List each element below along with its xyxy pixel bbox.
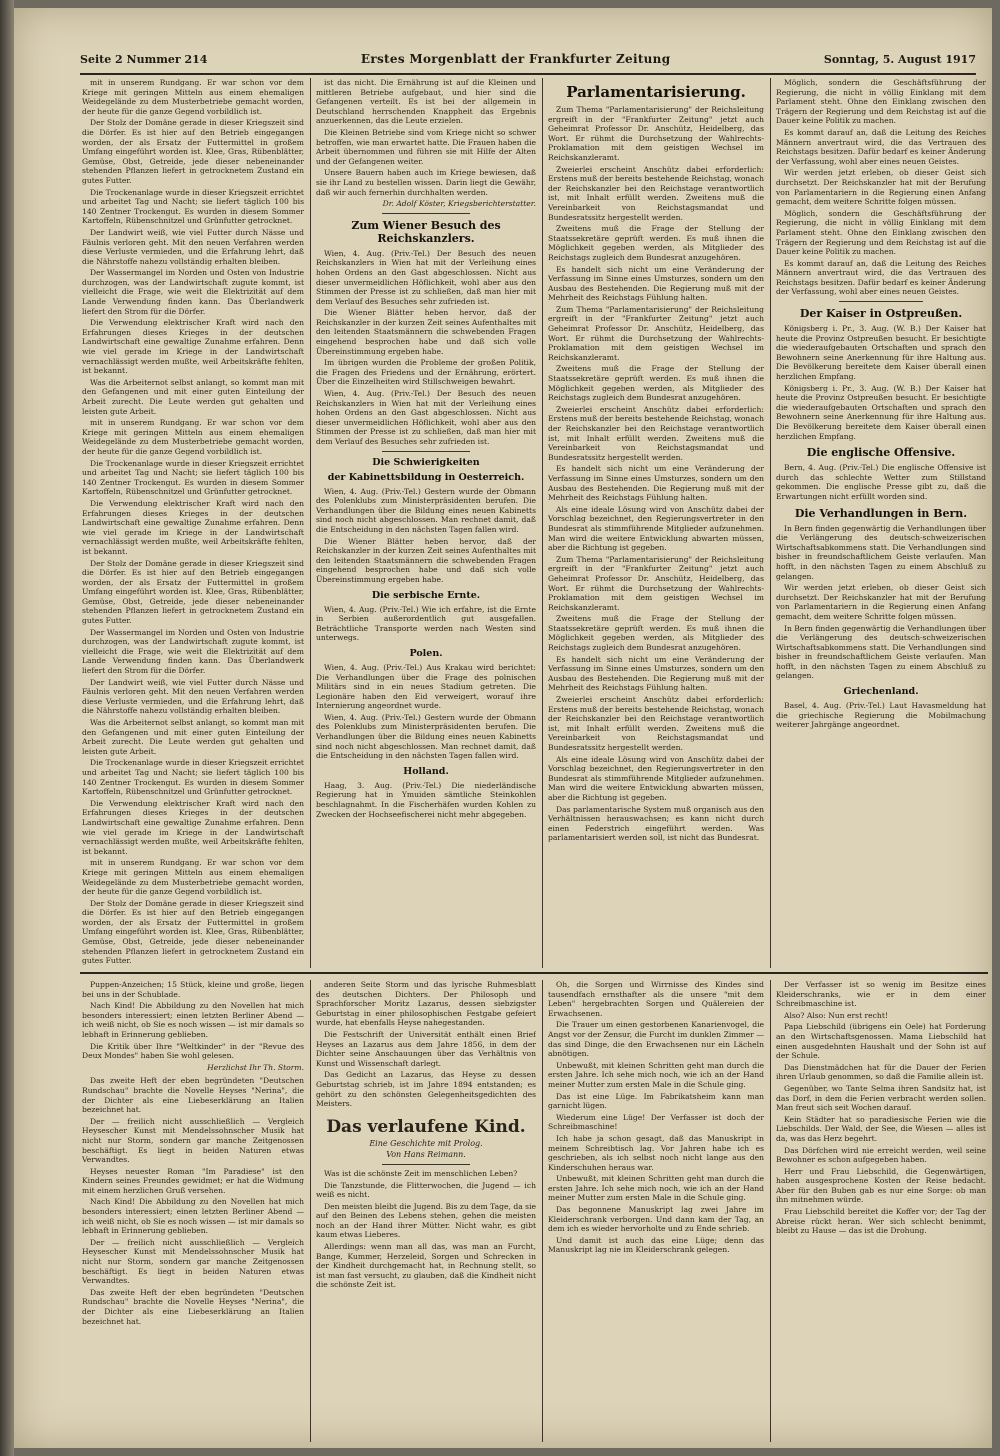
article-paragraph: Der Stolz der Domäne gerade in dieser Kriegszeit sind die Dörfer. Es ist hier auf den Betrieb eingegangen worden, der als Ersatz der Futtermittel in großem Umfang eingeführt worden ist. Klee, Gras, Rübenblätter, Gemüse, Obst, Getreide, jede dieser nebeneinander stehenden Pflanzen liefert in getrocknetem Zustand ein gutes Futter.	[82, 558, 304, 626]
article-paragraph: In Bern finden gegenwärtig die Verhandlungen über die Verlängerung des deutsch-schweizerischen Wirtschaftsabkommens statt. Die Verhandlungen sind bisher in freundschaftlichem Geiste verlaufen. Man hofft, in den nächsten Tagen zu einem Abschluß zu gelangen.	[776, 523, 986, 581]
article-paragraph: Der Stolz der Domäne gerade in dieser Kriegszeit sind die Dörfer. Es ist hier auf den Betrieb eingegangen worden, der als Ersatz der Futtermittel in großem Umfang eingeführt worden ist. Klee, Gras, Rübenblätter, Gemüse, Obst, Getreide, jede dieser nebeneinander stehenden Pflanzen liefert in getrocknetem Zustand ein gutes Futter.	[82, 898, 304, 966]
headline-holland: Holland.	[403, 765, 449, 777]
article-paragraph: Es handelt sich nicht um eine Veränderung der Verfassung im Sinne eines Umsturzes, sondern um den Ausbau des Bestehenden. Die Regierung muß mit der Mehrheit des Reichstags Fühlung halten.	[548, 264, 764, 303]
headline-parlamentarisierung: Parlamentarisierung.	[566, 83, 746, 101]
article-paragraph: Königsberg i. Pr., 3. Aug. (W. B.) Der Kaiser hat heute die Provinz Ostpreußen besucht. Er besichtigte die wiederaufgebauten Ortschaften und sprach den Bewohnern seine Anerkennung für ihre Haltung aus. Die Bevölkerung bereitete dem Kaiser überall einen herzlichen Empfang.	[776, 324, 986, 382]
headline-verhandlungen-bern: Die Verhandlungen in Bern.	[794, 506, 968, 520]
article-paragraph: Unsere Bauern haben auch im Kriege bewiesen, daß sie ihr Land zu bestellen wissen. Darin liegt die Gewähr, daß wir auch fernerhin durchhalten werden.	[316, 168, 536, 197]
article-paragraph: Wien, 4. Aug. (Priv.-Tel.) Aus Krakau wird berichtet: Die Verhandlungen über die Frage des polnischen Militärs sind in ein neues Stadium getreten. Die Legionäre haben den Eid verweigert, worauf ihre Internierung angeordnet wurde.	[316, 662, 536, 711]
story-subtitle: Eine Geschichte mit Prolog.	[369, 1138, 483, 1148]
article-paragraph: Das ist eine Lüge. Im Fabrikatsheim kann man garnicht lügen.	[548, 1091, 764, 1111]
article-paragraph: Allerdings: wenn man all das, was man an Furcht, Bange, Kummer, Herzeleid, Sorgen und Schrecken in der Kindheit durchgemacht hat, in Rechnung stellt, so ist man fast versucht, zu glauben, daß die Kindheit nicht die schönste Zeit ist.	[316, 1242, 536, 1290]
issue-date: Sonntag, 5. August 1917	[823, 53, 976, 66]
section-divider	[382, 451, 470, 452]
headline-kaiser-ostpreussen: Der Kaiser in Ostpreußen.	[799, 307, 963, 321]
article-paragraph: Zum Thema "Parlamentarisierung" der Reichsleitung ergreift in der "Frankfurter Zeitung" jetzt auch Geheimrat Professor Dr. Anschütz, Heidelberg, das Wort. Er rühmt die Durchsetzung der Wahlrechts-Proklamation mit dem geistigen Wechsel im Reichskanzleramt.	[548, 554, 764, 612]
article-paragraph: Der Landwirt weiß, wie viel Futter durch Nässe und Fäulnis verloren geht. Mit den neuen Verfahren werden diese Verluste vermieden, und die Erfahrung lehrt, daß die Nährstoffe nahezu vollständig erhalten bleiben.	[82, 227, 304, 266]
article-paragraph: mit in unserem Rundgang. Er war schon vor dem Kriege mit geringen Mitteln aus einem ehemaligen Weidegelände zu dem Musterbetriebe gemacht worden, der heute für die ganze Gegend vorbildlich ist.	[82, 858, 304, 897]
headline-schwierigkeiten: Die Schwierigkeiten	[372, 456, 480, 468]
lower-column-4	[776, 980, 986, 1442]
article-paragraph: Unbewußt, mit kleinen Schritten geht man durch die ersten Jahre. Ich sehe mich noch, wie ich an der Hand meiner Mutter zum ersten Male in die Schule ging.	[548, 1174, 764, 1203]
lower-column-2	[316, 980, 536, 1442]
article-paragraph: Was die Arbeiternot selbst anlangt, so kommt man mit den Gefangenen und mit einer guten Einteilung der Arbeit zurecht. Die Leute werden gut gehalten und leisten gute Arbeit.	[82, 377, 304, 416]
article-paragraph: Den meisten bleibt die Jugend. Bis zu dem Tage, da sie auf den Beinen des Lebens stehen, gehen die meisten noch an der Hand ihrer Mütter. Nicht wahr, es gibt kaum etwas Lieberes.	[316, 1201, 536, 1240]
section-divider	[382, 213, 470, 214]
article-paragraph: Es kommt darauf an, daß die Leitung des Reiches Männern anvertraut wird, die das Vertrauen des Reichstags besitzen. Dafür bedarf es keiner Änderung der Verfassung, wohl aber eines neuen Geistes.	[776, 127, 986, 166]
story-title: Das verlaufene Kind.	[326, 1116, 526, 1137]
article-paragraph: Der — freilich nicht ausschließlich — Vergleich Heysescher Kunst mit Mendelssohnscher Musik hat nicht nur Storm, sondern gar manche Zeitgenossen beschäftigt. Es liegt in beiden Naturen etwas Verwandtes.	[82, 1116, 304, 1165]
article-paragraph: Gegenüber, wo Tante Selma ihren Sandsitz hat, ist das Dorf, in dem die Ferien verbracht werden sollen. Man freut sich seit Wochen darauf.	[776, 1083, 986, 1113]
article-paragraph: Im übrigen wurden die Probleme der großen Politik, die Fragen des Friedens und der Ernährung, erörtert. Über die Einzelheiten wird Stillschweigen bewahrt.	[316, 358, 536, 387]
article-paragraph: Die Trauer um einen gestorbenen Kanarienvogel, die Angst vor der Zensur, die Furcht im dunklen Zimmer — das sind Dinge, die den Erwachsenen nur ein Lächeln abnötigen.	[548, 1020, 764, 1059]
letter-signature: Herzlichst Ihr Th. Storm.	[207, 1062, 304, 1072]
column-rule	[542, 78, 543, 968]
article-paragraph: Wir werden jetzt erleben, ob dieser Geist sich durchsetzt. Der Reichskanzler hat mit der Berufung von Parlamentariern in die Regierung einen Anfang gemacht, dem weitere Schritte folgen müssen.	[776, 583, 986, 621]
article-paragraph: Und damit ist auch das eine Lüge; denn das Manuskript lag nie im Kleiderschrank gelegen.	[548, 1235, 764, 1255]
article-paragraph: Als eine ideale Lösung wird von Anschütz dabei der Vorschlag bezeichnet, den Regierungsvertreter in den Bundesrat als stimmführende Mitglieder aufzunehmen. Man wird die weitere Entwicklung abwarten müssen, aber die Richtung ist gegeben.	[548, 504, 764, 553]
article-paragraph: Die Festschrift der Universität enthält einen Brief Heyses an Lazarus aus dem Jahre 1856, in dem der Dichter seine Anschauungen über das Verhältnis von Kunst und Wissenschaft darlegt.	[316, 1029, 536, 1068]
feuilleton-divider	[80, 972, 988, 974]
article-paragraph: Der Landwirt weiß, wie viel Futter durch Nässe und Fäulnis verloren geht. Mit den neuen Verfahren werden diese Verluste vermieden, und die Erfahrung lehrt, daß die Nährstoffe nahezu vollständig erhalten bleiben.	[82, 677, 304, 716]
article-paragraph: Basel, 4. Aug. (Priv.-Tel.) Laut Havasmeldung hat die griechische Regierung die Mobilmachung weiterer Jahrgänge angeordnet.	[776, 701, 986, 730]
article-paragraph: Das zweite Heft der eben begründeten "Deutschen Rundschau" brachte die Novelle Heyses "Nerina", die der Dichter als eine Liebeserklärung an Italien bezeichnet hat.	[82, 1076, 304, 1115]
article-paragraph: Wien, 4. Aug. (Priv.-Tel.) Wie ich erfahre, ist die Ernte in Serbien außerordentlich gut ausgefallen. Beträchtliche Transporte werden nach Westen sind unterwegs.	[316, 604, 536, 643]
article-paragraph: Der Verfasser ist so wenig im Besitze eines Kleiderschranks, wie er in dem einer Schreibmaschine ist.	[776, 980, 986, 1009]
article-paragraph: Zweitens muß die Frage der Stellung der Staatssekretäre geprüft werden. Es muß ihnen die Möglichkeit gegeben werden, als Mitglieder des Reichstags zugleich dem Bundesrat anzugehören.	[548, 364, 764, 403]
article-paragraph: Unbewußt, mit kleinen Schritten geht man durch die ersten Jahre. Ich sehe mich noch, wie ich an der Hand meiner Mutter zum ersten Male in die Schule ging.	[548, 1060, 764, 1089]
section-divider	[382, 1164, 470, 1165]
article-paragraph: Der — freilich nicht ausschließlich — Vergleich Heysescher Kunst mit Mendelssohnscher Musik hat nicht nur Storm, sondern gar manche Zeitgenossen beschäftigt. Es liegt in beiden Naturen etwas Verwandtes.	[82, 1237, 304, 1286]
lower-column-1	[82, 980, 304, 1442]
article-paragraph: ist das nicht. Die Ernährung ist auf die Kleinen und mittleren Betriebe aufgebaut, und hier sind die Gefangenen verteilt. Es ist bei der allgemein in Deutschland herrschenden Knappheit das Ergebnis anzuerkennen, das die Leute erzielen.	[316, 78, 536, 126]
upper-column-4	[776, 78, 986, 968]
article-paragraph: Die Tanzstunde, die Flitterwochen, die Jugend — ich weiß es nicht.	[316, 1180, 536, 1200]
headline-englische-offensive: Die englische Offensive.	[806, 446, 956, 460]
page-header	[80, 52, 976, 75]
article-paragraph: Das parlamentarische System muß organisch aus den Verhältnissen herauswachsen; es kann nicht durch einen Federstrich eingeführt werden. Was parlamentarisiert werden soll, ist nicht das Bundesrat.	[548, 804, 764, 843]
article-paragraph: Also? Also: Nun erst recht!	[784, 1010, 888, 1020]
article-paragraph: Die Verwendung elektrischer Kraft wird nach den Erfahrungen dieses Krieges in der deutschen Landwirtschaft eine gewaltige Zunahme erfahren. Denn wie viel gerade im Kriege in der Landwirtschaft vernachlässigt werden mußte, weil Arbeitskräfte fehlten, ist bekannt.	[82, 318, 304, 376]
headline-kabinettsbildung: der Kabinettsbildung in Oesterreich.	[327, 471, 525, 483]
article-paragraph: Haag, 3. Aug. (Priv.-Tel.) Die niederländische Regierung hat in Ymuiden sämtliche Steinkohlen beschlagnahmt. In die Fischerhäfen wurden Kohlen zu Zwecken der Hochseefischerei nicht mehr abgegeben.	[316, 780, 536, 819]
article-paragraph: anderen Seite Storm und das lyrische Ruhmesblatt des deutschen Dichters. Der Philosoph und Sprachforscher Moritz Lazarus, dessen siebzigster Geburtstag in einer philosophischen Festgabe gefeiert wurde, hat ebenfalls Heyse nahegestanden.	[316, 980, 536, 1028]
page-number: Seite 2 Nummer 214	[80, 53, 208, 66]
newspaper-page	[14, 8, 992, 1448]
article-paragraph: Das Dörfchen wird nie erreicht werden, weil seine Bewohner es schon aufgegeben haben.	[776, 1145, 986, 1165]
article-paragraph: Die Kleinen Betriebe sind vom Kriege nicht so schwer betroffen, wie man erwartet hatte. Die Frauen haben die Arbeit übernommen und führen sie mit Hilfe der Alten und der Gefangenen weiter.	[316, 127, 536, 166]
article-paragraph: Papa Liebschild (übrigens ein Oele) hat Forderung an den Wirtschaftsgenossen. Mama Liebschild hat einen ausgedehnten Haushalt und der Sohn ist auf der Schule.	[776, 1022, 986, 1061]
article-paragraph: Wien, 4. Aug. (Priv.-Tel.) Gestern wurde der Obmann des Polenklubs zum Ministerpräsidenten berufen. Die Verhandlungen über die Bildung eines neuen Kabinetts sind noch nicht abgeschlossen. Man rechnet damit, daß die Entscheidung in den nächsten Tagen fallen wird.	[316, 712, 536, 761]
article-paragraph: Nach Kind! Die Abbildung zu den Novellen hat mich besonders interessiert; einen letzten Berliner Abend — ich weiß nicht, ob Sie es noch wissen — ist mir damals so lebhaft in Erinnerung geblieben.	[82, 1197, 304, 1236]
upper-column-3	[548, 78, 764, 968]
headline-griechenland: Griechenland.	[843, 686, 919, 698]
article-paragraph: Ich habe ja schon gesagt, daß das Manuskript in meinem Schreibtisch lag. Vor Jahren habe ich es geschrieben, als ich selbst noch nicht lange aus den Kinderschuhen heraus war.	[548, 1133, 764, 1172]
article-paragraph: Zweierlei erscheint Anschütz dabei erforderlich: Erstens muß der bereits bestehende Reichstag, wonach der Reichskanzler bei den Reichstage verantwortlich ist, mit Inhalt erfüllt werden. Zweitens muß die Vereinbarkeit von Reichstagsmandat und Bundesratssitz hergestellt werden.	[548, 695, 764, 752]
lower-column-3	[548, 980, 764, 1442]
headline-polen: Polen.	[409, 647, 443, 659]
article-paragraph: Wiederum eine Lüge! Der Verfasser ist doch der Schreibmaschine!	[548, 1112, 764, 1132]
article-paragraph: Die Wiener Blätter heben hervor, daß der Reichskanzler in der kurzen Zeit seines Aufenthaltes mit den leitenden Staatsmännern die schwebenden Fragen eingehend besprochen habe und daß sich volle Übereinstimmung ergeben habe.	[316, 308, 536, 356]
article-paragraph: Wien, 4. Aug. (Priv.-Tel.) Der Besuch des neuen Reichskanzlers in Wien hat mit der Verleihung eines hohen Ordens an den Gast abgeschlossen. Nicht aus dieser unvermeidlichen Höflichkeit, wohl aber aus den Stimmen der Presse ist zu schließen, daß man hier mit dem Verlauf des Besuches sehr zufrieden ist.	[316, 389, 536, 446]
article-paragraph: Die Kritik über Ihre "Weltkinder" in der "Revue des Deux Mondes" haben Sie wohl gelesen.	[82, 1041, 304, 1061]
article-paragraph: Die Trockenanlage wurde in dieser Kriegszeit errichtet und arbeitet Tag und Nacht; sie liefert täglich 100 bis 140 Zentner Trockengut. Es wurden in diesem Sommer Kartoffeln, Rübenschnitzel und Grünfutter getrocknet.	[82, 758, 304, 797]
headline-serbische-ernte: Die serbische Ernte.	[371, 589, 481, 601]
article-paragraph: Der Stolz der Domäne gerade in dieser Kriegszeit sind die Dörfer. Es ist hier auf den Betrieb eingegangen worden, der als Ersatz der Futtermittel in großem Umfang eingeführt worden ist. Klee, Gras, Rübenblätter, Gemüse, Obst, Getreide, jede dieser nebeneinander stehenden Pflanzen liefert in getrocknetem Zustand ein gutes Futter.	[82, 118, 304, 185]
book-binding-edge	[0, 0, 14, 1456]
headline-wien: Zum Wiener Besuch des Reichskanzlers.	[351, 218, 501, 245]
column-rule	[310, 78, 311, 968]
upper-column-2	[316, 78, 536, 968]
article-paragraph: Zweierlei erscheint Anschütz dabei erforderlich: Erstens muß der bereits bestehende Reichstag, wonach der Reichskanzler bei den Reichstage verantwortlich ist, mit Inhalt erfüllt werden. Zweitens muß die Vereinbarkeit von Reichstagsmandat und Bundesratssitz hergestellt werden.	[548, 164, 764, 222]
article-paragraph: Bern, 4. Aug. (Priv.-Tel.) Die englische Offensive ist durch das schlechte Wetter zum Stillstand gekommen. Die englische Presse gibt zu, daß die Erwartungen nicht erfüllt worden sind.	[776, 463, 986, 501]
article-paragraph: Zweitens muß die Frage der Stellung der Staatssekretäre geprüft werden. Es muß ihnen die Möglichkeit gegeben werden, als Mitglieder des Reichstags zugleich dem Bundesrat anzugehören.	[548, 224, 764, 262]
article-paragraph: Kein Städter hat so paradiesische Ferien wie die Liebschilds. Der Wald, der See, die Wiesen — alles ist da, was das Herz begehrt.	[776, 1114, 986, 1143]
column-rule	[770, 78, 771, 968]
article-paragraph: Das begonnene Manuskript lag zwei Jahre im Kleiderschrank verborgen. Und dann kam der Tag, an dem ich es wieder hervorholte und zu Ende schrieb.	[548, 1205, 764, 1234]
column-rule	[770, 980, 771, 1442]
article-paragraph: Möglich, sondern die Geschäftsführung der Regierung, die nicht in völlig Einklang mit dem Parlament steht. Ohne den Einklang zwischen den Trägern der Regierung und dem Reichstag ist auf die Dauer keine Politik zu machen.	[776, 208, 986, 257]
column-rule	[310, 980, 311, 1442]
article-paragraph: Was ist die schönste Zeit im menschlichen Leben?	[324, 1168, 518, 1178]
article-paragraph: Die Verwendung elektrischer Kraft wird nach den Erfahrungen dieses Krieges in der deutschen Landwirtschaft eine gewaltige Zunahme erfahren. Denn wie viel gerade im Kriege in der Landwirtschaft vernachlässigt werden mußte, weil Arbeitskräfte fehlten, ist bekannt.	[82, 798, 304, 856]
article-paragraph: Es handelt sich nicht um eine Veränderung der Verfassung im Sinne eines Umsturzes, sondern um den Ausbau des Bestehenden. Die Regierung muß mit der Mehrheit des Reichstags Fühlung halten.	[548, 464, 764, 503]
article-paragraph: Die Trockenanlage wurde in dieser Kriegszeit errichtet und arbeitet Tag und Nacht; sie liefert täglich 100 bis 140 Zentner Trockengut. Es wurden in diesem Sommer Kartoffeln, Rübenschnitzel und Grünfutter getrocknet.	[82, 458, 304, 497]
article-paragraph: Die Wiener Blätter heben hervor, daß der Reichskanzler in der kurzen Zeit seines Aufenthaltes mit den leitenden Staatsmännern die schwebenden Fragen eingehend besprochen habe und daß sich volle Übereinstimmung ergeben habe.	[316, 536, 536, 584]
article-paragraph: Zum Thema "Parlamentarisierung" der Reichsleitung ergreift in der "Frankfurter Zeitung" jetzt auch Geheimrat Professor Dr. Anschütz, Heidelberg, das Wort. Er rühmt die Durchsetzung der Wahlrechts-Proklamation mit dem geistigen Wechsel im Reichskanzleramt.	[548, 105, 764, 162]
upper-column-1	[82, 78, 304, 968]
column-rule	[542, 980, 543, 1442]
article-paragraph: Das Gedicht an Lazarus, das Heyse zu dessen Geburtstag schrieb, ist im Jahre 1894 entstanden; es gehört zu den schönsten Gelegenheitsgedichten des Meisters.	[316, 1070, 536, 1109]
article-paragraph: Königsberg i. Pr., 3. Aug. (W. B.) Der Kaiser hat heute die Provinz Ostpreußen besucht. Er besichtigte die wiederaufgebauten Ortschaften und sprach den Bewohnern seine Anerkennung für ihre Haltung aus. Die Bevölkerung bereitete dem Kaiser überall einen herzlichen Empfang.	[776, 383, 986, 441]
section-divider	[839, 301, 923, 302]
article-paragraph: In Bern finden gegenwärtig die Verhandlungen über die Verlängerung des deutsch-schweizerischen Wirtschaftsabkommens statt. Die Verhandlungen sind bisher in freundschaftlichem Geiste verlaufen. Man hofft, in den nächsten Tagen zu einem Abschluß zu gelangen.	[776, 623, 986, 681]
newspaper-masthead: Erstes Morgenblatt der Frankfurter Zeitung	[360, 52, 671, 66]
article-paragraph: Das Dienstmädchen hat für die Dauer der Ferien ihren Urlaub genommen, so daß die Familie allein ist.	[776, 1062, 986, 1082]
article-paragraph: Es handelt sich nicht um eine Veränderung der Verfassung im Sinne eines Umsturzes, sondern um den Ausbau des Bestehenden. Die Regierung muß mit der Mehrheit des Reichstags Fühlung halten.	[548, 654, 764, 693]
article-paragraph: Wien, 4. Aug. (Priv.-Tel.) Gestern wurde der Obmann des Polenklubs zum Ministerpräsidenten berufen. Die Verhandlungen über die Bildung eines neuen Kabinetts sind noch nicht abgeschlossen. Man rechnet damit, daß die Entscheidung in den nächsten Tagen fallen wird.	[316, 486, 536, 534]
article-paragraph: Puppen-Anzeichen; 15 Stück, kleine und große, liegen bei uns in der Schublade.	[82, 980, 304, 999]
article-paragraph: Herr und Frau Liebschild, die Gegenwärtigen, haben ausgesprochene Kosten der Reise bedacht. Aber für den Buben gab es nur eine Sorge: ob man ihn mitnehmen würde.	[776, 1166, 986, 1205]
article-paragraph: Das zweite Heft der eben begründeten "Deutschen Rundschau" brachte die Novelle Heyses "Nerina", die der Dichter als eine Liebeserklärung an Italien bezeichnet hat.	[82, 1287, 304, 1326]
article-paragraph: Nach Kind! Die Abbildung zu den Novellen hat mich besonders interessiert; einen letzten Berliner Abend — ich weiß nicht, ob Sie es noch wissen — ist mir damals so lebhaft in Erinnerung geblieben.	[82, 1001, 304, 1039]
article-paragraph: Heyses neuester Roman "Im Paradiese" ist den Kindern seines Freundes gewidmet; er hat die Widmung mit einem herzlichen Gruß versehen.	[82, 1166, 304, 1195]
article-paragraph: Möglich, sondern die Geschäftsführung der Regierung, die nicht in völlig Einklang mit dem Parlament steht. Ohne den Einklang zwischen den Trägern der Regierung und dem Reichstag ist auf die Dauer keine Politik zu machen.	[776, 78, 986, 126]
article-paragraph: Zweitens muß die Frage der Stellung der Staatssekretäre geprüft werden. Es muß ihnen die Möglichkeit gegeben werden, als Mitglieder des Reichstags zugleich dem Bundesrat anzugehören.	[548, 614, 764, 653]
article-paragraph: Wir werden jetzt erleben, ob dieser Geist sich durchsetzt. Der Reichskanzler hat mit der Berufung von Parlamentariern in die Regierung einen Anfang gemacht, dem weitere Schritte folgen müssen.	[776, 168, 986, 207]
article-paragraph: Was die Arbeiternot selbst anlangt, so kommt man mit den Gefangenen und mit einer guten Einteilung der Arbeit zurecht. Die Leute werden gut gehalten und leisten gute Arbeit.	[82, 718, 304, 756]
article-paragraph: Der Wassermangel im Norden und Osten von Industrie durchzogen, was der Landwirtschaft zugute kommt, ist vielleicht die Frage, wie weit die Elektrizität auf dem Lande Verwendung finden kann. Das Überlandwerk liefert den Strom für die Dörfer.	[82, 268, 304, 316]
author-signature: Dr. Adolf Köster, Kriegsberichterstatter.	[382, 199, 536, 209]
article-paragraph: Wien, 4. Aug. (Priv.-Tel.) Der Besuch des neuen Reichskanzlers in Wien hat mit der Verleihung eines hohen Ordens an den Gast abgeschlossen. Nicht aus dieser unvermeidlichen Höflichkeit, wohl aber aus den Stimmen der Presse ist zu schließen, daß man hier mit dem Verlauf des Besuches sehr zufrieden ist.	[316, 248, 536, 306]
article-paragraph: Die Verwendung elektrischer Kraft wird nach den Erfahrungen dieses Krieges in der deutschen Landwirtschaft eine gewaltige Zunahme erfahren. Denn wie viel gerade im Kriege in der Landwirtschaft vernachlässigt werden mußte, weil Arbeitskräfte fehlten, ist bekannt.	[82, 498, 304, 556]
article-paragraph: Als eine ideale Lösung wird von Anschütz dabei der Vorschlag bezeichnet, den Regierungsvertreter in den Bundesrat als stimmführende Mitglieder aufzunehmen. Man wird die weitere Entwicklung abwarten müssen, aber die Richtung ist gegeben.	[548, 754, 764, 802]
article-paragraph: Es kommt darauf an, daß die Leitung des Reiches Männern anvertraut wird, die das Vertrauen des Reichstags besitzen. Dafür bedarf es keiner Änderung der Verfassung, wohl aber eines neuen Geistes.	[776, 258, 986, 297]
article-paragraph: Zum Thema "Parlamentarisierung" der Reichsleitung ergreift in der "Frankfurter Zeitung" jetzt auch Geheimrat Professor Dr. Anschütz, Heidelberg, das Wort. Er rühmt die Durchsetzung der Wahlrechts-Proklamation mit dem geistigen Wechsel im Reichskanzleramt.	[548, 304, 764, 362]
article-paragraph: Der Wassermangel im Norden und Osten von Industrie durchzogen, was der Landwirtschaft zugute kommt, ist vielleicht die Frage, wie weit die Elektrizität auf dem Lande Verwendung finden kann. Das Überlandwerk liefert den Strom für die Dörfer.	[82, 627, 304, 676]
article-paragraph: Frau Liebschild bereitet die Koffer vor; der Tag der Abreise rückt heran. Wer sich schlecht benimmt, bleibt zu Hause — das ist die Drohung.	[776, 1207, 986, 1236]
story-byline: Von Hans Reimann.	[386, 1150, 466, 1160]
article-paragraph: Zweierlei erscheint Anschütz dabei erforderlich: Erstens muß der bereits bestehende Reichstag, wonach der Reichskanzler bei den Reichstage verantwortlich ist, mit Inhalt erfüllt werden. Zweitens muß die Vereinbarkeit von Reichstagsmandat und Bundesratssitz hergestellt werden.	[548, 404, 764, 462]
article-paragraph: Die Trockenanlage wurde in dieser Kriegszeit errichtet und arbeitet Tag und Nacht; sie liefert täglich 100 bis 140 Zentner Trockengut. Es wurden in diesem Sommer Kartoffeln, Rübenschnitzel und Grünfutter getrocknet.	[82, 187, 304, 226]
article-paragraph: mit in unserem Rundgang. Er war schon vor dem Kriege mit geringen Mitteln aus einem ehemaligen Weidegelände zu dem Musterbetriebe gemacht worden, der heute für die ganze Gegend vorbildlich ist.	[82, 78, 304, 116]
article-paragraph: Oh, die Sorgen und Wirrnisse des Kindes sind tausendfach ernsthafter als die unsere "mit dem Leben" hergebrachten Sorgen und Quälereien der Erwachsenen.	[548, 980, 764, 1018]
article-paragraph: mit in unserem Rundgang. Er war schon vor dem Kriege mit geringen Mitteln aus einem ehemaligen Weidegelände zu dem Musterbetriebe gemacht worden, der heute für die ganze Gegend vorbildlich ist.	[82, 418, 304, 456]
